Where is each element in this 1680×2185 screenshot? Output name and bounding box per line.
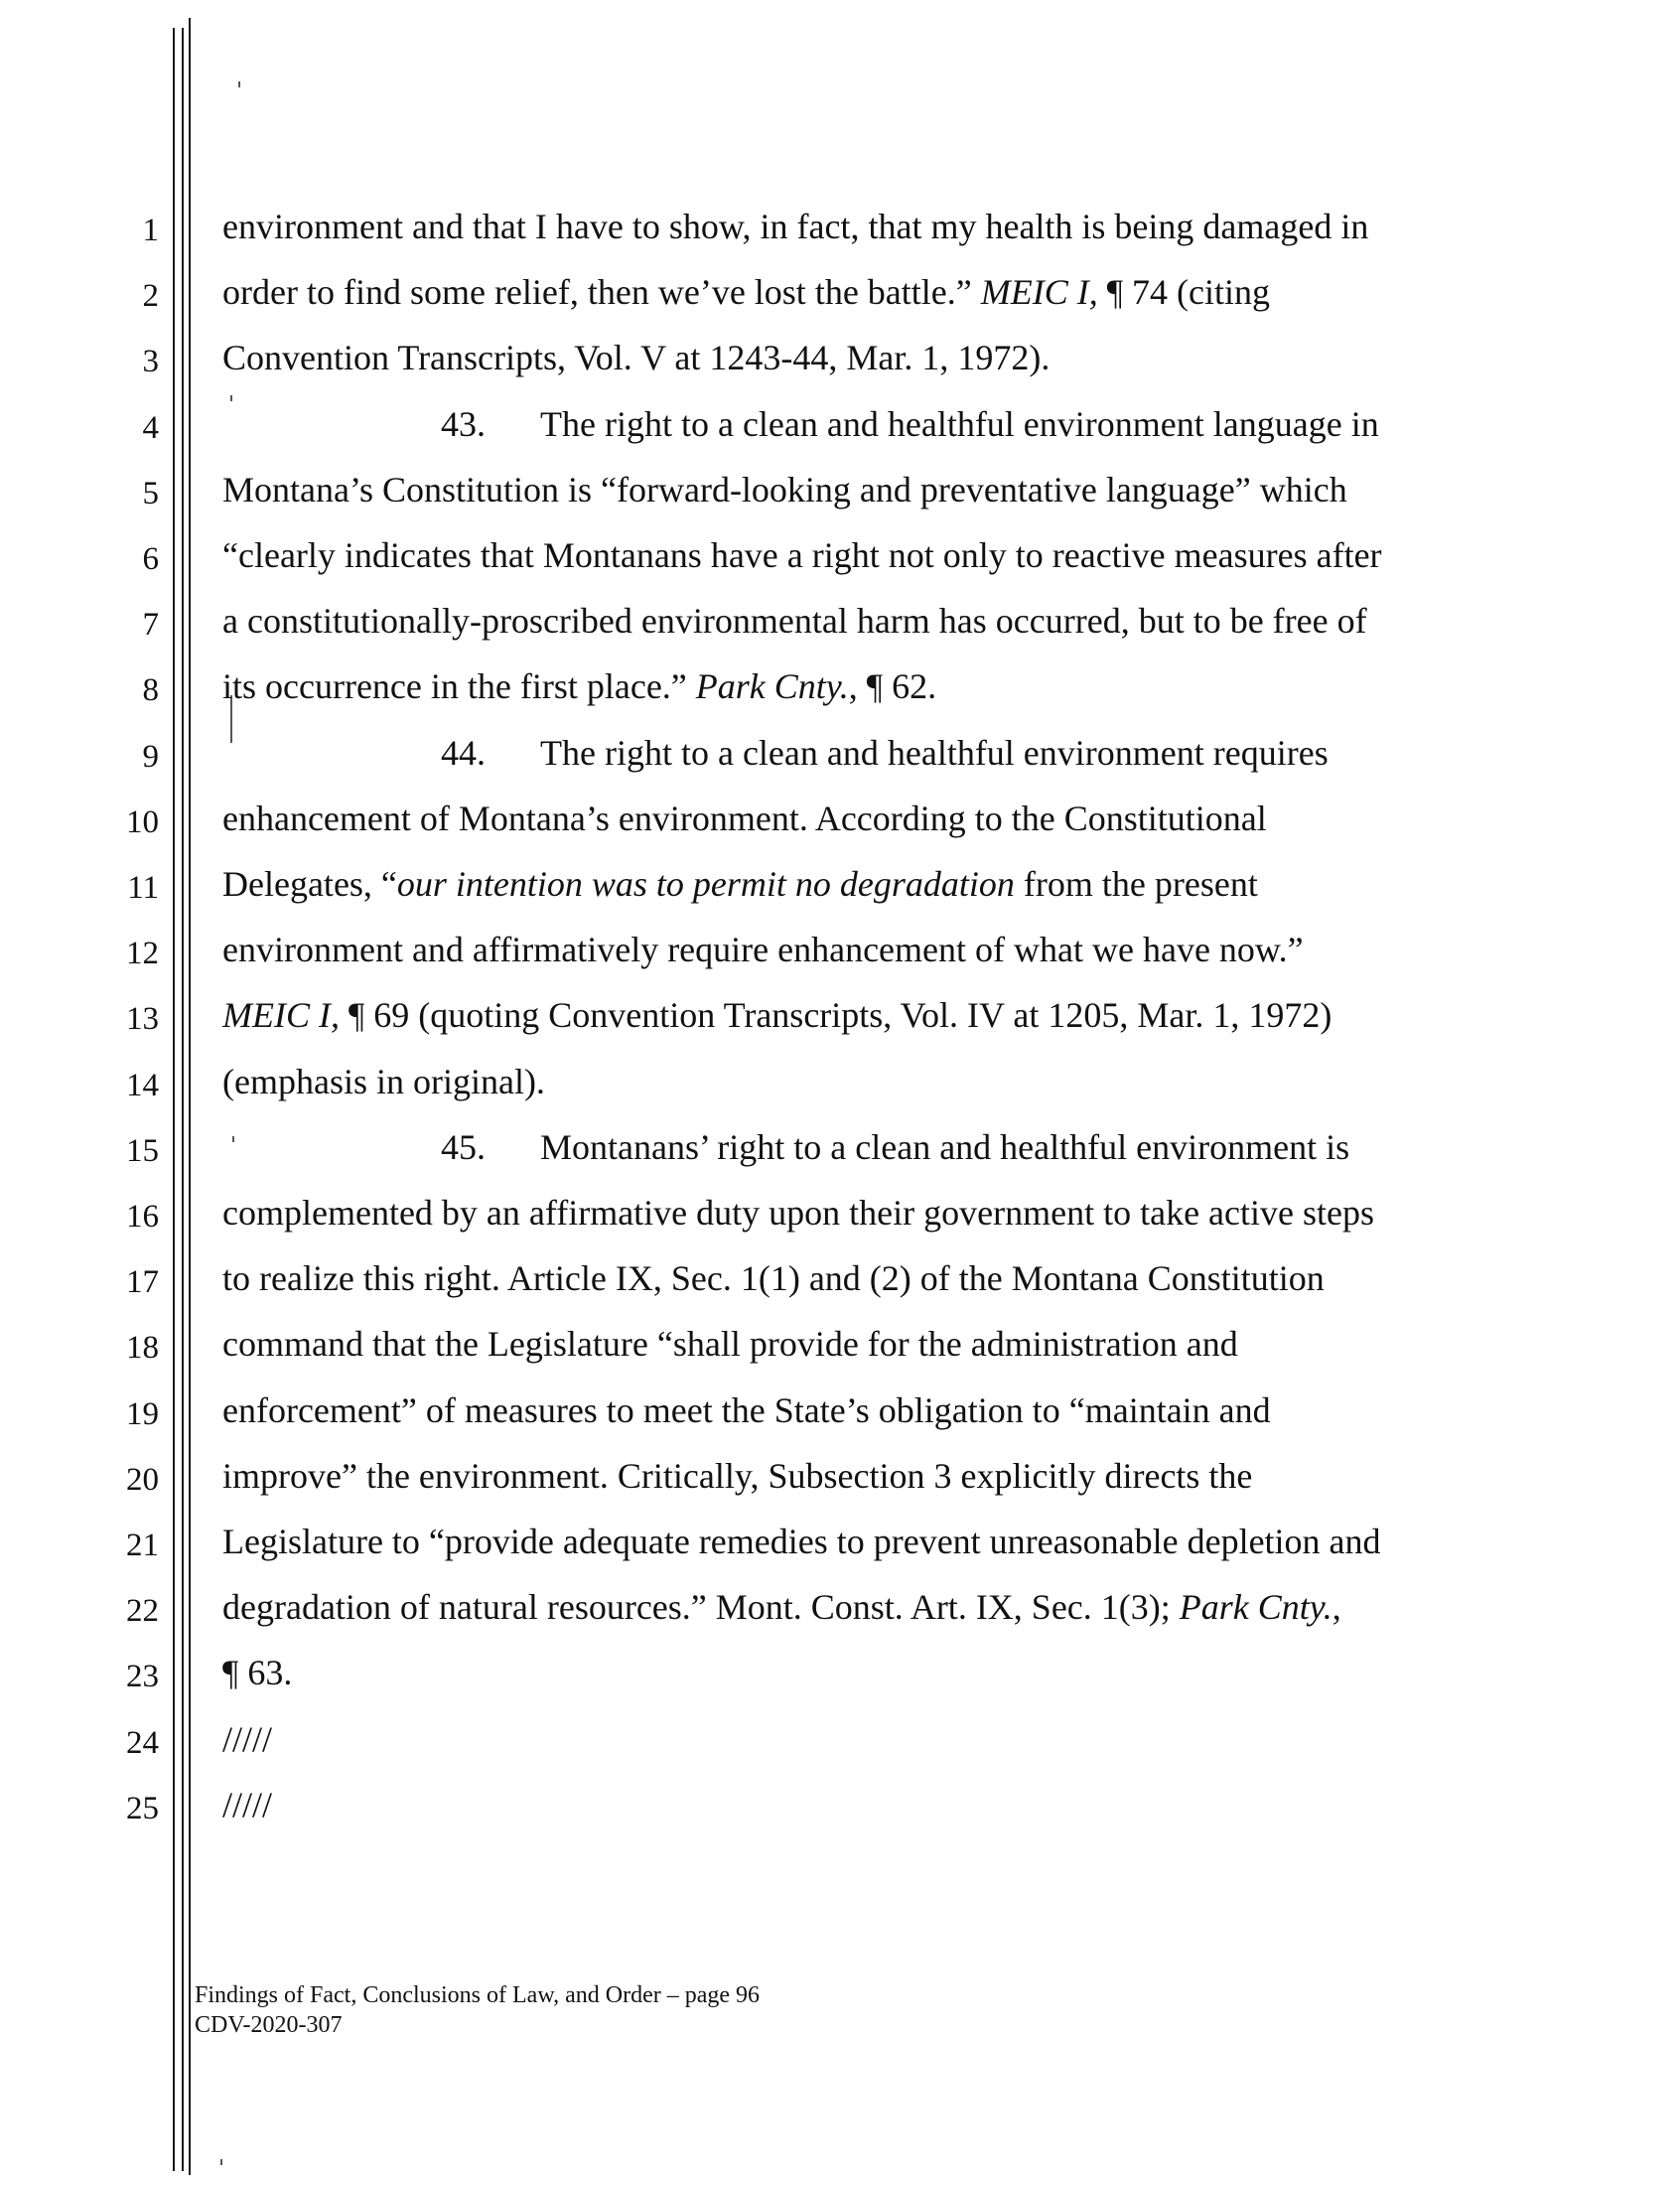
line-number: 6: [142, 541, 159, 577]
text-line: [222, 1785, 272, 1824]
line-number: 16: [126, 1199, 159, 1235]
text-line: [222, 1390, 1271, 1430]
text-segment: ¶ 63.: [222, 1653, 293, 1692]
margin-rule-right: [189, 18, 191, 2175]
text-segment: ¶ 69 (quoting Convention Transcripts, Vol. IV at 1205, Mar. 1, 1972): [339, 995, 1332, 1035]
text-segment: Montana’s Constitution is “forward-looking and preventative language” which: [222, 470, 1347, 510]
text-line: [222, 1522, 1381, 1561]
line-number: 17: [126, 1264, 159, 1300]
line-number: 3: [142, 344, 159, 379]
line-number: 25: [126, 1791, 159, 1826]
text-segment: ,: [1331, 1587, 1341, 1627]
line-number: 20: [126, 1462, 159, 1498]
text-segment: , ¶ 62.: [848, 666, 937, 706]
page-footer: [195, 1980, 760, 2040]
text-line: [222, 864, 1258, 904]
line-number: 15: [126, 1133, 159, 1169]
text-line: [222, 1062, 545, 1101]
line-number: 8: [142, 672, 159, 708]
text-line: [441, 733, 1329, 773]
line-number: 5: [142, 476, 159, 511]
line-number: 23: [126, 1659, 159, 1694]
scan-artifact: [220, 2159, 222, 2165]
text-segment: The right to a clean and healthful environment language in: [540, 404, 1379, 444]
text-segment: command that the Legislature “shall provide for the administration and: [222, 1324, 1238, 1364]
text-segment: enforcement” of measures to meet the State’s obligation to “maintain and: [222, 1390, 1271, 1430]
paragraph-number: 45.: [441, 1127, 486, 1167]
text-segment: The right to a clean and healthful environment requires: [540, 733, 1329, 773]
line-number: 13: [126, 1001, 159, 1037]
text-segment: improve” the environment. Critically, Subsection 3 explicitly directs the: [222, 1456, 1253, 1496]
line-number: 9: [142, 739, 159, 775]
text-segment: ¶ 74 (citing: [1097, 272, 1270, 312]
text-line: [222, 666, 936, 706]
text-line: [222, 1258, 1325, 1298]
text-segment: /////: [222, 1785, 273, 1824]
line-number: 4: [142, 410, 159, 446]
line-number: 10: [126, 804, 159, 840]
text-line: [441, 404, 1379, 444]
line-number: 1: [142, 213, 159, 248]
citation-italic: MEIC I,: [980, 272, 1098, 312]
citation-italic: Park Cnty.: [695, 666, 849, 706]
text-segment: environment and affirmatively require enhancement of what we have now.”: [222, 930, 1304, 969]
text-line: [222, 1719, 272, 1759]
footer-title: Findings of Fact, Conclusions of Law, and Order – page 96: [195, 1982, 761, 2008]
text-line: [222, 470, 1347, 510]
scan-artifact: [238, 81, 240, 87]
line-number: 7: [142, 607, 159, 643]
text-segment: Legislature to “provide adequate remedies to prevent unreasonable depletion and: [222, 1522, 1381, 1561]
line-number: 12: [126, 936, 159, 971]
text-segment: (emphasis in original).: [222, 1062, 545, 1101]
citation-italic: MEIC I,: [222, 995, 340, 1035]
text-segment: environment and that I have to show, in fact, that my health is being damaged in: [222, 207, 1369, 246]
text-line: [222, 930, 1304, 969]
line-number: 2: [142, 278, 159, 314]
line-number: 18: [126, 1330, 159, 1366]
paragraph-number: 43.: [441, 404, 486, 444]
text-line: [222, 799, 1267, 838]
text-segment: its occurrence in the first place.”: [222, 666, 696, 706]
text-segment: order to find some relief, then we’ve lost the battle.”: [222, 272, 981, 312]
line-number: 14: [126, 1068, 159, 1103]
text-segment: a constitutionally-proscribed environmental harm has occurred, but to be free of: [222, 601, 1367, 641]
line-number: 24: [126, 1725, 159, 1761]
text-line: [222, 1456, 1252, 1496]
text-line: [222, 1324, 1238, 1364]
text-line: [222, 1653, 292, 1692]
margin-rule-middle: [182, 28, 184, 2171]
line-number: 19: [126, 1396, 159, 1432]
text-line: [222, 207, 1368, 246]
line-number: 21: [126, 1528, 159, 1563]
text-segment: Montanans’ right to a clean and healthful environment is: [540, 1127, 1350, 1167]
citation-italic: Park Cnty.: [1179, 1587, 1332, 1627]
text-line: [222, 535, 1382, 575]
line-number: 11: [127, 870, 159, 906]
text-segment: “clearly indicates that Montanans have a right not only to reactive measures after: [222, 535, 1382, 575]
text-line: [441, 1127, 1349, 1167]
text-line: [222, 338, 1050, 377]
text-segment: from the present: [1014, 864, 1258, 904]
margin-rule-left: [173, 28, 175, 2171]
text-segment: Delegates, “: [222, 864, 397, 904]
text-line: [222, 995, 1331, 1035]
text-segment: complemented by an affirmative duty upon their government to take active steps: [222, 1193, 1374, 1233]
text-segment: /////: [222, 1719, 273, 1759]
text-segment: Convention Transcripts, Vol. V at 1243-44, Mar. 1, 1972).: [222, 338, 1050, 377]
text-line: [222, 1587, 1341, 1627]
text-line: [222, 272, 1270, 312]
text-segment: degradation of natural resources.” Mont. Const. Art. IX, Sec. 1(3);: [222, 1587, 1180, 1627]
footer-case-number: CDV-2020-307: [195, 2012, 343, 2038]
scan-artifact: [230, 395, 232, 401]
line-number: 22: [126, 1593, 159, 1629]
paragraph-number: 44.: [441, 733, 486, 773]
scan-artifact: [232, 1136, 234, 1142]
text-line: [222, 1193, 1374, 1233]
text-segment: enhancement of Montana’s environment. According to the Constitutional: [222, 799, 1267, 838]
text-line: [222, 601, 1367, 641]
citation-italic: our intention was to permit no degradation: [396, 864, 1015, 904]
text-segment: to realize this right. Article IX, Sec. 1(1) and (2) of the Montana Constitution: [222, 1258, 1325, 1298]
